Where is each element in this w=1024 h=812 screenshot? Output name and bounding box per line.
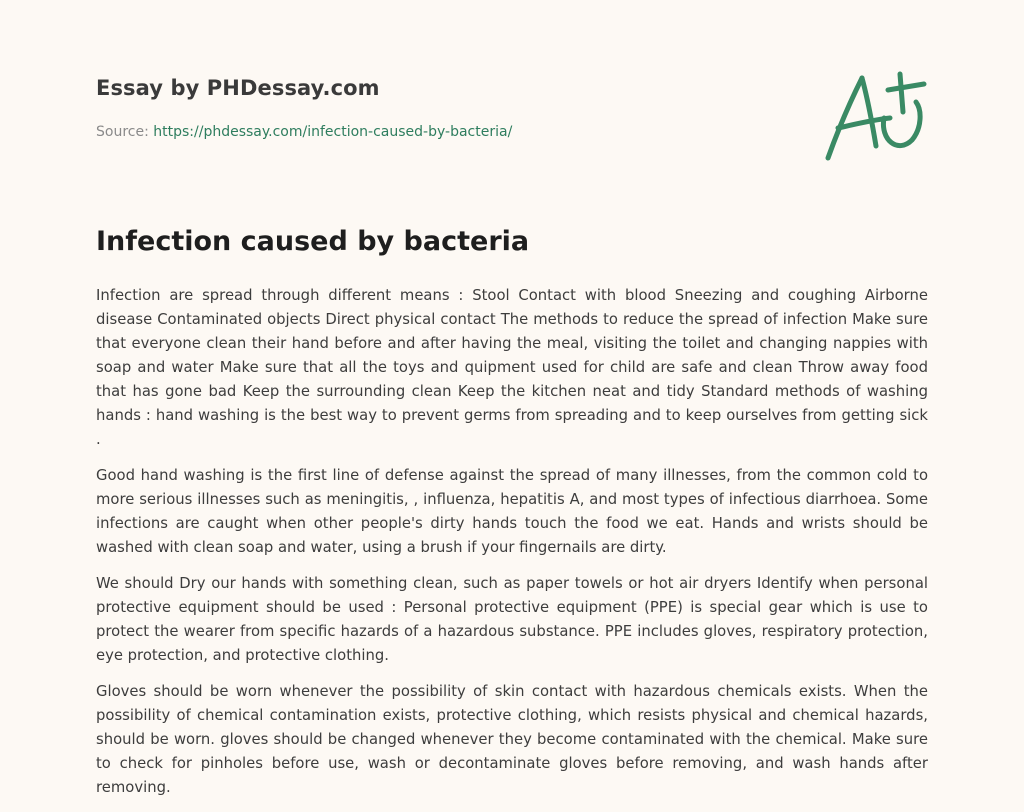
source-link[interactable]: https://phdessay.com/infection-caused-by-bacteria/	[153, 124, 513, 140]
a-plus-logo	[818, 66, 930, 166]
essay-title: Infection caused by bacteria	[96, 226, 530, 257]
a-plus-logo-icon	[818, 66, 930, 166]
essay-paragraph: Infection are spread through different means : Stool Contact with blood Sneezing and coughing Airborne disease Contaminated objects Direct physical contact The methods to reduce the spread of infection Make sure that everyone clean their hand before and after having the meal, visiting the toilet and changing nappies with soap and water Make sure that all the toys and quipment used for child are safe and clean Throw away food that has gone bad Keep the surrounding clean Keep the kitchen neat and tidy Standard methods of washing hands : hand washing is the best way to prevent germs from spreading and to keep ourselves from getting sick .	[96, 287, 928, 448]
essay-body	[96, 284, 928, 812]
essay-paragraph: Gloves should be worn whenever the possibility of skin contact with hazardous chemicals exists. When the possibility of chemical contamination exists, protective clothing, which resists physical and chemical hazards, should be worn. gloves should be changed whenever they become contaminated with the chemical. Make sure to check for pinholes before use, wash or decontaminate gloves before removing, and wash hands after removing.	[96, 683, 928, 796]
site-title: Essay by PHDessay.com	[96, 76, 380, 100]
source-line	[96, 124, 512, 140]
essay-paragraph: We should Dry our hands with something clean, such as paper towels or hot air dryers Identify when personal protective equipment should be used : Personal protective equipment (PPE) is special gear which is use to protect the wearer from specific hazards of a hazardous substance. PPE includes gloves, respiratory protection, eye protection, and protective clothing.	[96, 575, 928, 664]
source-label: Source:	[96, 124, 149, 140]
essay-paragraph: Good hand washing is the first line of defense against the spread of many illnesses, from the common cold to more serious illnesses such as meningitis, , influenza, hepatitis A, and most types of infectious diarrhoea. Some infections are caught when other people's dirty hands touch the food we eat. Hands and wrists should be washed with clean soap and water, using a brush if your fingernails are dirty.	[96, 467, 928, 556]
